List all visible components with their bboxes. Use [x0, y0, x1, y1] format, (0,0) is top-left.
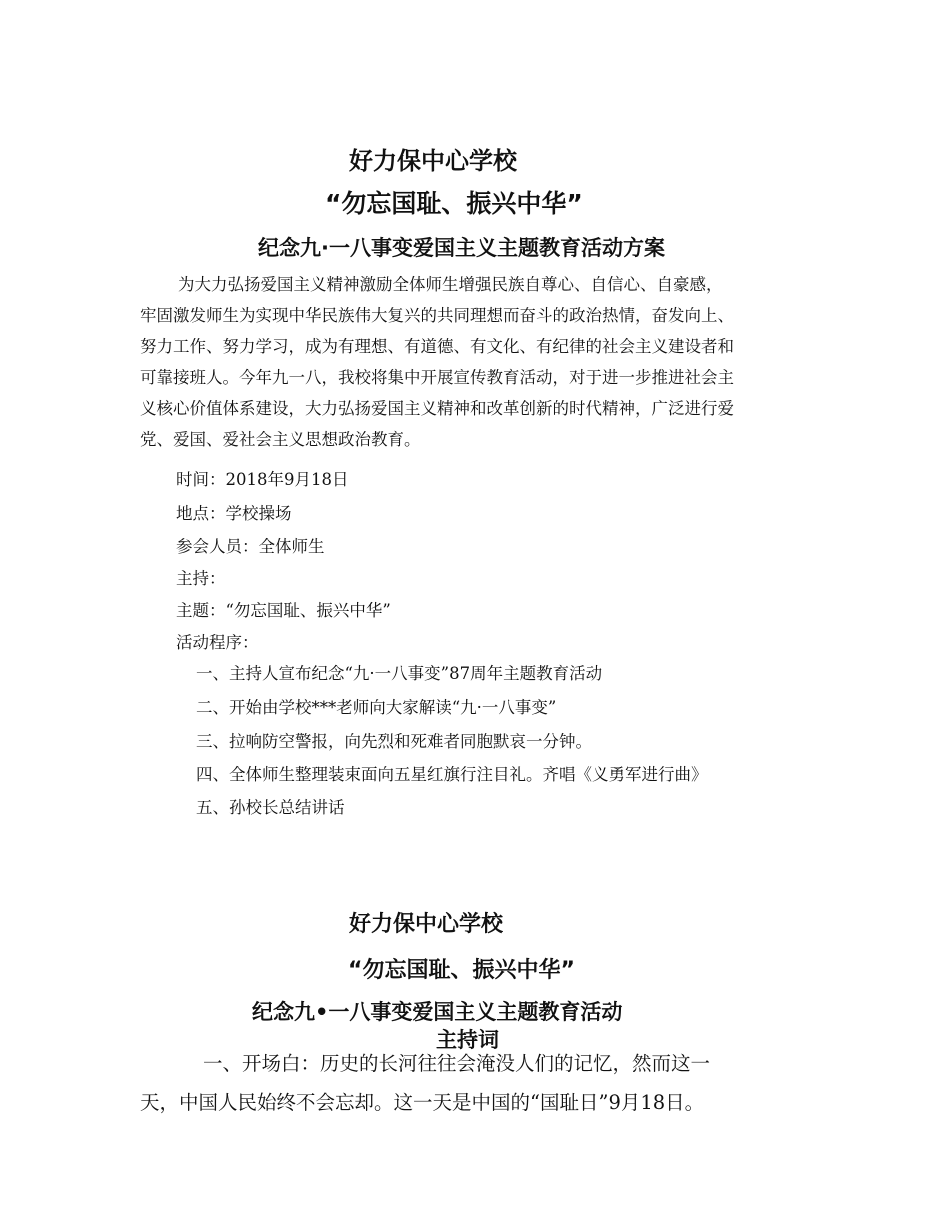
- event-host: 主持：: [176, 569, 226, 588]
- school-name: 好力保中心学校: [349, 147, 517, 175]
- intro-line: 党、爱国、爱社会主义思想政治教育。: [140, 430, 421, 449]
- slogan-title: “勿忘国耻、振兴中华”: [325, 189, 583, 218]
- procedure-step: 一、主持人宣布纪念“九·一八事变”87周年主题教育活动: [196, 664, 603, 683]
- section2-slogan: “勿忘国耻、振兴中华”: [348, 958, 575, 983]
- procedure-step: 五、孙校长总结讲话: [196, 798, 345, 817]
- procedure-step: 四、全体师生整理装束面向五星红旗行注目礼。齐唱《义勇军进行曲》: [196, 765, 708, 784]
- section2-body-line: 天，中国人民始终不会忘却。这一天是中国的“国耻日”9月18日。: [140, 1091, 705, 1114]
- intro-line: 可靠接班人。今年九一八，我校将集中开展宣传教育活动，对于进一步推进社会主: [140, 368, 734, 387]
- procedure-step: 三、拉响防空警报，向先烈和死难者同胞默哀一分钟。: [196, 732, 592, 751]
- plan-subtitle: 纪念九·一八事变爱国主义主题教育活动方案: [258, 236, 665, 260]
- section2-title: 纪念九•一八事变爱国主义主题教育活动: [252, 1000, 623, 1024]
- event-time: 时间：2018年9月18日: [176, 470, 349, 489]
- intro-line: 努力工作、努力学习，成为有理想、有道德、有文化、有纪律的社会主义建设者和: [140, 337, 734, 356]
- procedure-step: 二、开始由学校***老师向大家解读“九·一八事变”: [196, 698, 557, 717]
- event-attendees: 参会人员：全体师生: [176, 537, 325, 556]
- intro-line: 为大力弘扬爱国主义精神激励全体师生增强民族自尊心、自信心、自豪感，: [178, 275, 723, 294]
- intro-paragraph: [140, 269, 734, 455]
- intro-line: 牢固激发师生为实现中华民族伟大复兴的共同理想而奋斗的政治热情，奋发向上、: [140, 306, 734, 325]
- section2-body-line: 一、开场白：历史的长河往往会淹没人们的记忆，然而这一: [203, 1052, 711, 1075]
- section2-title-line2: 主持词: [436, 1028, 499, 1052]
- section2-school-name: 好力保中心学校: [349, 912, 504, 937]
- intro-line: 义核心价值体系建设，大力弘扬爱国主义精神和改革创新的时代精神，广泛进行爱: [140, 399, 734, 418]
- procedure-label: 活动程序：: [176, 633, 259, 652]
- event-place: 地点：学校操场: [176, 504, 292, 523]
- event-theme: 主题：“勿忘国耻、振兴中华”: [176, 601, 391, 620]
